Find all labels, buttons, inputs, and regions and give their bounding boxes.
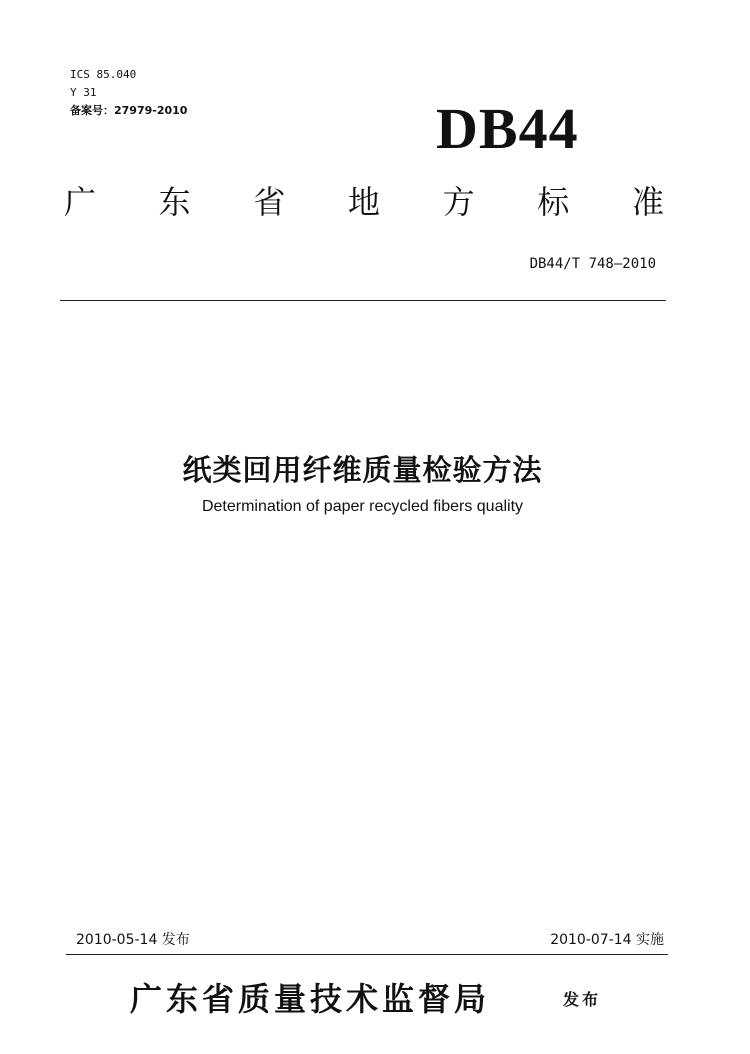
- standard-type-char: 地: [347, 183, 380, 221]
- header-divider: [60, 300, 666, 301]
- standard-type-char: 标: [537, 183, 570, 221]
- standard-type-char: 广: [64, 183, 97, 221]
- standard-type-char: 方: [442, 183, 475, 221]
- filing-value: 27979-2010: [114, 104, 188, 117]
- standard-number: DB44/T 748—2010: [529, 256, 656, 272]
- filing-label: 备案号：: [70, 104, 114, 117]
- standard-code: DB44: [436, 96, 579, 161]
- standard-type-title: [64, 183, 664, 221]
- document-title-en: Determination of paper recycled fibers quality: [201, 498, 524, 515]
- ccs-code: Y 31: [70, 86, 97, 99]
- ics-code: ICS 85.040: [70, 68, 137, 81]
- publish-label: 发布: [563, 990, 602, 1009]
- filing-number: [70, 102, 187, 120]
- release-date: 2010-05-14 发布: [76, 932, 190, 948]
- footer-divider: [66, 954, 668, 955]
- standard-type-char: 准: [631, 183, 664, 221]
- standard-type-char: 东: [158, 183, 191, 221]
- implementation-date: 2010-07-14 实施: [550, 932, 664, 948]
- publisher-name: 广东省质量技术监督局: [130, 980, 491, 1018]
- document-title-cn: 纸类回用纤维质量检验方法: [182, 453, 543, 487]
- standard-type-char: 省: [253, 183, 286, 221]
